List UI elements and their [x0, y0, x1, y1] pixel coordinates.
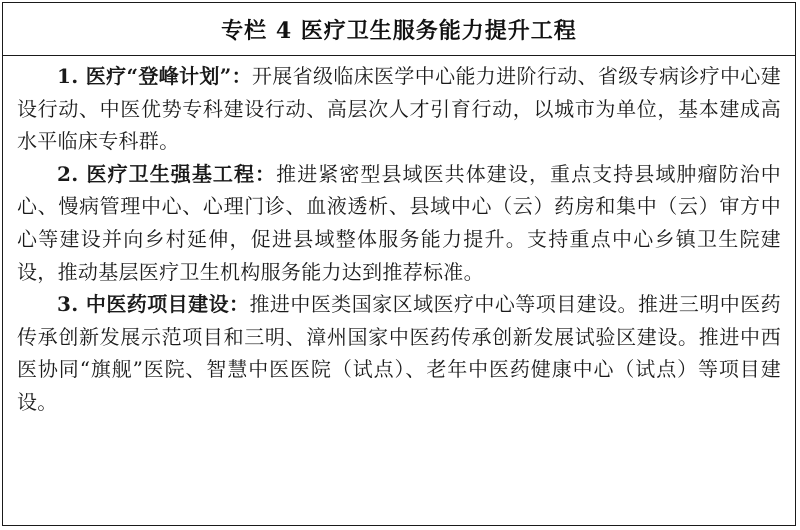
- item-medical-peak-plan: [17, 60, 781, 158]
- box-body: [3, 56, 795, 419]
- item-grassroots-strengthening: [17, 158, 781, 288]
- item-heading: 3. 中医药项目建设：: [57, 292, 250, 317]
- item-heading: 2. 医疗卫生强基工程：: [57, 161, 277, 186]
- feature-box: [2, 2, 796, 526]
- item-heading: 1. 医疗“登峰计划”：: [57, 64, 252, 88]
- item-text: 推进中医类国家区域医疗中心等项目建设。推进三明中医药传承创新发展示范项目和三明、漳州国家中医药传承创新发展试验区建设。推进中西医协同“旗舰”医院、智慧中医医院（试点）、老年中医药健康中心（试点）等项目建设。: [17, 292, 781, 414]
- item-text: 推进紧密型县域医共体建设，重点支持县域肿瘤防治中心、慢病管理中心、心理门诊、血液透析、县域中心（云）药房和集中（云）审方中心等建设并向乡村延伸，促进县域整体服务能力提升。支持重点中心乡镇卫生院建设，推动基层医疗卫生机构服务能力达到推荐标准。: [17, 161, 781, 284]
- item-tcm-projects: [17, 288, 781, 418]
- box-title: 专栏 4 医疗卫生服务能力提升工程: [3, 3, 795, 56]
- item-text: 开展省级临床医学中心能力进阶行动、省级专病诊疗中心建设行动、中医优势专科建设行动、高层次人才引育行动，以城市为单位，基本建成高水平临床专科群。: [17, 64, 781, 154]
